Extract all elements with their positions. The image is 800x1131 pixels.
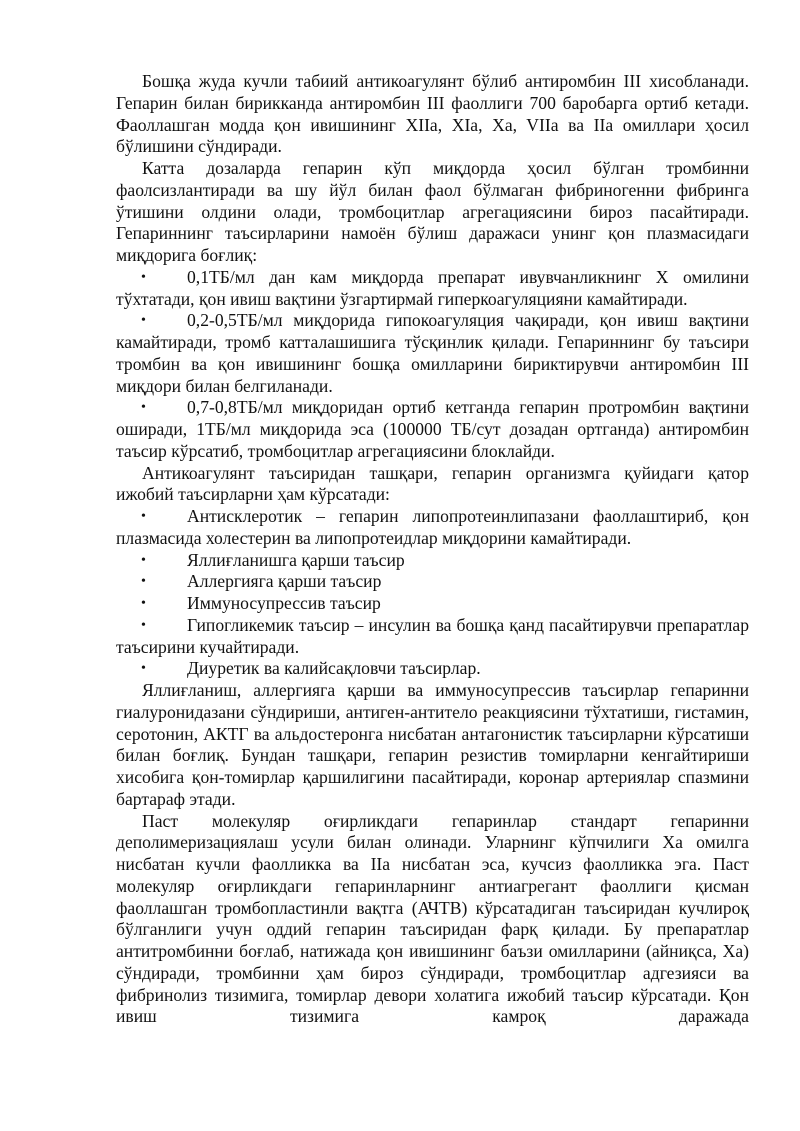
bullet-icon: • xyxy=(141,400,146,416)
paragraph: Яллиғланиш, аллергияга қарши ва иммуносупрессив таъсирлар гепаринни гиалуронидазани сўндириши, антиген-антитело реакциясини тўхтатиши, гистамин, серотонин, АКТГ ва альдостеронга нисбатан антагонистик таъсирларни кўрсатиши билан боғлиқ. Бундан ташқари, гепарин резистив томирларни кенгайтириши хисобига қон-томирлар қаршилигини пасайтиради, коронар артериялар спазмини бартараф этади. xyxy=(116,680,749,809)
bullet-list xyxy=(116,267,749,463)
list-item xyxy=(116,615,749,659)
list-item xyxy=(116,506,749,550)
list-item xyxy=(116,310,749,397)
list-item-text: Диуретик ва калийсақловчи таъсирлар. xyxy=(187,658,481,679)
bullet-icon: • xyxy=(141,574,146,590)
bullet-list xyxy=(116,506,749,680)
paragraph: Антикоагулянт таъсиридан ташқари, гепарин организмга қуйидаги қатор ижобий таъсирларни ҳам кўрсатади: xyxy=(116,462,749,505)
list-item-text: 0,7-0,8ТБ/мл миқдоридан ортиб кетганда гепарин протромбин вақтини оширади, 1ТБ/мл миқдорида эса (100000 ТБ/сут дозадан ортганда) антиромбин таъсир кўрсатиб, тромбоцитлар агрегациясини блоклайди. xyxy=(116,397,749,461)
list-item-text: Гипогликемик таъсир – инсулин ва бошқа қанд пасайтирувчи препаратлар таъсирини кучайтиради. xyxy=(116,614,749,657)
bullet-icon: • xyxy=(141,617,146,633)
bullet-icon: • xyxy=(141,552,146,568)
bullet-icon: • xyxy=(141,269,146,285)
list-item-text: 0,2-0,5ТБ/мл миқдорида гипокоагуляция чақиради, қон ивиш вақтини камайтиради, тромб катталашишига тўсқинлик қилади. Гепариннинг бу таъсири тромбин ва қон ивишининг бошқа омилларини бириктирувчи антиромбин III миқдори билан белгиланади. xyxy=(116,310,749,396)
list-item xyxy=(116,550,749,572)
list-item-text: Аллергияга қарши таъсир xyxy=(187,571,382,592)
paragraph: Паст молекуляр оғирликдаги гепаринлар стандарт гепаринни деполимеризациялаш усули билан олинади. Уларнинг кўпчилиги Xa омилга нисбатан кучли фаолликка ва IIa нисбатан эса, кучсиз фаолликка эга. Паст молекуляр оғирликдаги гепаринларнинг антиагрегант фаоллиги қисман фаоллашган тромбопластинли вақтга (АЧТВ) кўрсатадиган таъсиридан кучлироқ бўлганлиги учун оддий гепарин таъсиридан фарқ қилади. Бу препаратлар антитромбинни боғлаб, натижада қон ивишининг баъзи омилларини (айниқса, Xa) сўндиради, тромбинни ҳам бироз сўндиради, тромбоцитлар адгезияси ва фибринолиз тизимига, томирлар девори холатига ижобий таъсир кўрсатади. Қон ивиш тизимига камроқ даражада xyxy=(116,810,749,1027)
bullet-icon: • xyxy=(141,509,146,524)
list-item xyxy=(116,397,749,462)
list-item xyxy=(116,593,749,615)
bullet-icon: • xyxy=(141,596,146,611)
paragraph: Бошқа жуда кучли табиий антикоагулянт бўлиб антиромбин III хисобланади. Гепарин билан бирикканда антиромбин III фаоллиги 700 баробарга ортиб кетади. Фаоллашган модда қон ивишининг XIIa, XIa, Xa, VIIa ва IIa омиллари ҳосил бўлишини сўндиради. xyxy=(116,71,749,157)
bullet-icon: • xyxy=(141,313,146,329)
list-item-text: 0,1ТБ/мл дан кам миқдорда препарат ивувчанликнинг X омилини тўхтатади, қон ивиш вақтини ўзгартирмай гиперкоагуляцияни камайтиради. xyxy=(116,266,749,309)
list-item xyxy=(116,267,749,311)
bullet-icon: • xyxy=(141,661,146,677)
paragraph: Катта дозаларда гепарин кўп миқдорда ҳосил бўлган тромбинни фаолсизлантиради ва шу йўл билан фаол бўлмаган фибриногенни фибринга ўтишини олдини олади, тромбоцитлар агрегациясини бироз пасайтиради. Гепариннинг таъсирларини намоён бўлиш даражаси унинг қон плазмасидаги миқдорига боғлиқ: xyxy=(116,158,749,265)
list-item-text: Иммуносупрессив таъсир xyxy=(187,593,381,613)
list-item-text: Яллиғланишга қарши таъсир xyxy=(187,549,405,570)
list-item xyxy=(116,658,749,680)
document-page xyxy=(116,71,749,1028)
list-item xyxy=(116,571,749,593)
list-item-text: Антисклеротик – гепарин липопротеинлипазани фаоллаштириб, қон плазмасида холестерин ва липопротеидлар миқдорини камайтиради. xyxy=(116,506,749,548)
